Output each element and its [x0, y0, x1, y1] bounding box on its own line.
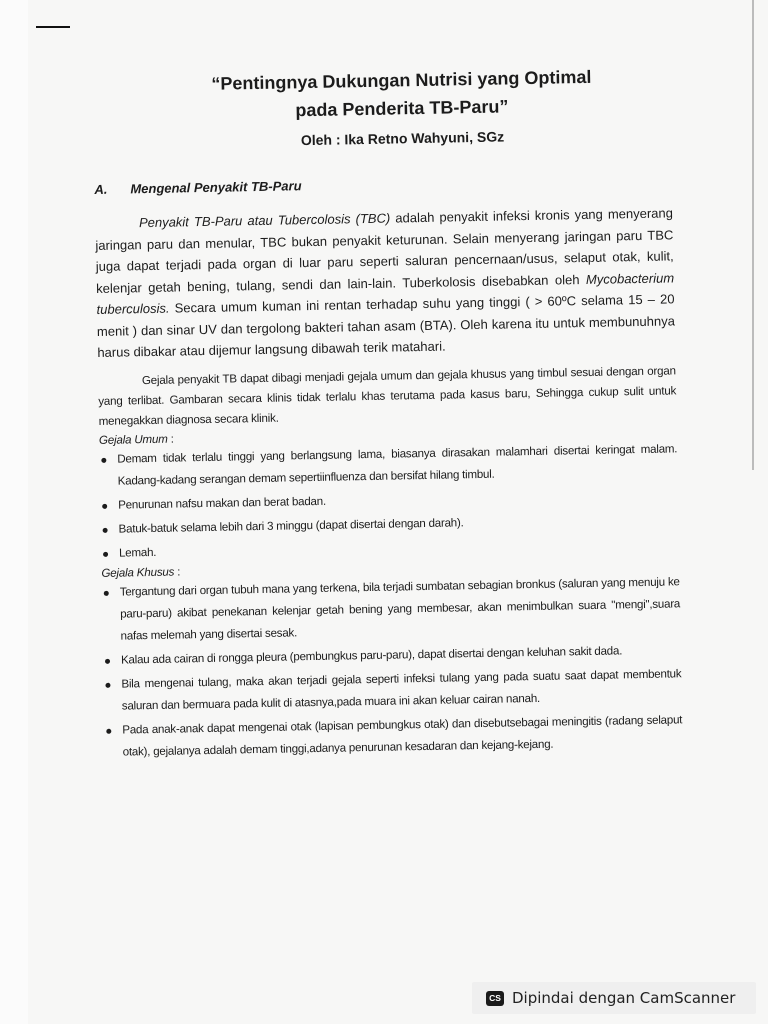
specific-symptoms-list: [102, 571, 683, 764]
title-line-1: “Pentingnya Dukungan Nutrisi yang Optimal: [211, 66, 592, 94]
list-item: Pada anak-anak dapat mengenai otak (lapisan pembungkus otak) dan disebutsebagai meningitis (radang selaput otak), gejalanya adalah demam tinggi,adanya penurunan kesadaran dan kejang-kejang.: [104, 709, 683, 764]
list-item: Penurunan nafsu makan dan berat badan.: [100, 484, 678, 517]
specific-symptoms-label: Gejala Khusus: [101, 565, 175, 580]
camscanner-watermark: [472, 982, 756, 1014]
author-line: Oleh : Ika Retno Wahyuni, SGz: [300, 128, 505, 149]
list-item: Demam tidak terlalu tinggi yang berlangsung lama, biasanya dirasakan malamhari disertai keringat malam. Kadang-kadang serangan demam sepertiinfluenza dan bersifat hilang timbul.: [99, 438, 678, 493]
general-symptoms-list: [99, 438, 679, 565]
document-title: [132, 61, 671, 127]
list-item: Batuk-batuk selama lebih dari 3 minggu (dapat disertai dengan darah).: [100, 508, 678, 541]
title-line-2: pada Penderita TB-Paru”: [295, 96, 509, 121]
paragraph-intro: [95, 202, 676, 363]
watermark-text: Dipindai dengan CamScanner: [512, 989, 736, 1007]
paragraph-symptoms: Gejala penyakit TB dapat dibagi menjadi gejala umum dan gejala khusus yang timbul sesuai dengan organ yang terlibat. Gambaran secara klinis tidak terlalu khas terutama pada kasus baru, Sehingga cukup sulit untuk menegakkan diagnosa secara klinik.: [98, 363, 677, 428]
section-heading: [94, 171, 672, 197]
list-item: Tergantung dari organ tubuh mana yang terkena, bila terjadi sumbatan sebagian bronkus (saluran yang menuju ke paru-paru) akibat penekanan kelenjar getah bening yang membesar, akan menimbulkan suara "mengi",suara nafas melemah yang disertai sesak.: [102, 571, 681, 648]
document-body: [92, 49, 683, 765]
camscanner-logo-icon: CS: [486, 991, 504, 1006]
paragraph-intro-text-2: Secara umum kuman ini rentan terhadap suhu yang tinggi ( > 60ºC selama 15 – 20 menit ) dan sinar UV dan tergolong bakteri tahan asam (BTA). Oleh karena itu untuk membunuhnya harus dibakar atau dijemur langsung dibawah terik matahari.: [96, 291, 676, 360]
page-left-edge: [0, 0, 28, 1024]
paragraph-intro-text: adalah penyakit infeksi kronis yang menyerang jaringan paru dan menular, TBC bukan penyakit keturunan. Selain menyerang jaringan paru TBC juga dapat terjadi pada organ di luar paru seperti saluran pencernaan/usus, selaput otak, kulit, kelenjar getah bening, tulang, sendi dan lain-lain. Tuberkolosis disebabkan oleh: [95, 205, 674, 296]
section-title: Mengenal Penyakit TB-Paru: [130, 178, 302, 197]
scan-edge-mark: [36, 26, 70, 28]
section-letter: A.: [94, 181, 108, 197]
list-item: Kalau ada cairan di rongga pleura (pembungkus paru-paru), dapat disertai dengan keluhan sakit dada.: [103, 639, 681, 672]
general-symptoms-colon: :: [167, 432, 174, 446]
scan-right-edge: [752, 0, 754, 470]
list-item: Bila mengenai tulang, maka akan terjadi gejala seperti infeksi tulang yang pada suatu saat dapat membentuk saluran dan bermuara pada kulit di atasnya,pada muara ini akan keluar cairan nanah.: [103, 663, 682, 718]
general-symptoms-label: Gejala Umum: [98, 432, 168, 447]
specific-symptoms-colon: :: [174, 564, 181, 579]
list-item: Lemah.: [101, 532, 679, 565]
paragraph-intro-species: Mycobacterium tuberculosis.: [96, 269, 675, 317]
paragraph-intro-lead: Penyakit TB-Paru atau Tubercolosis (TBC): [138, 210, 391, 231]
